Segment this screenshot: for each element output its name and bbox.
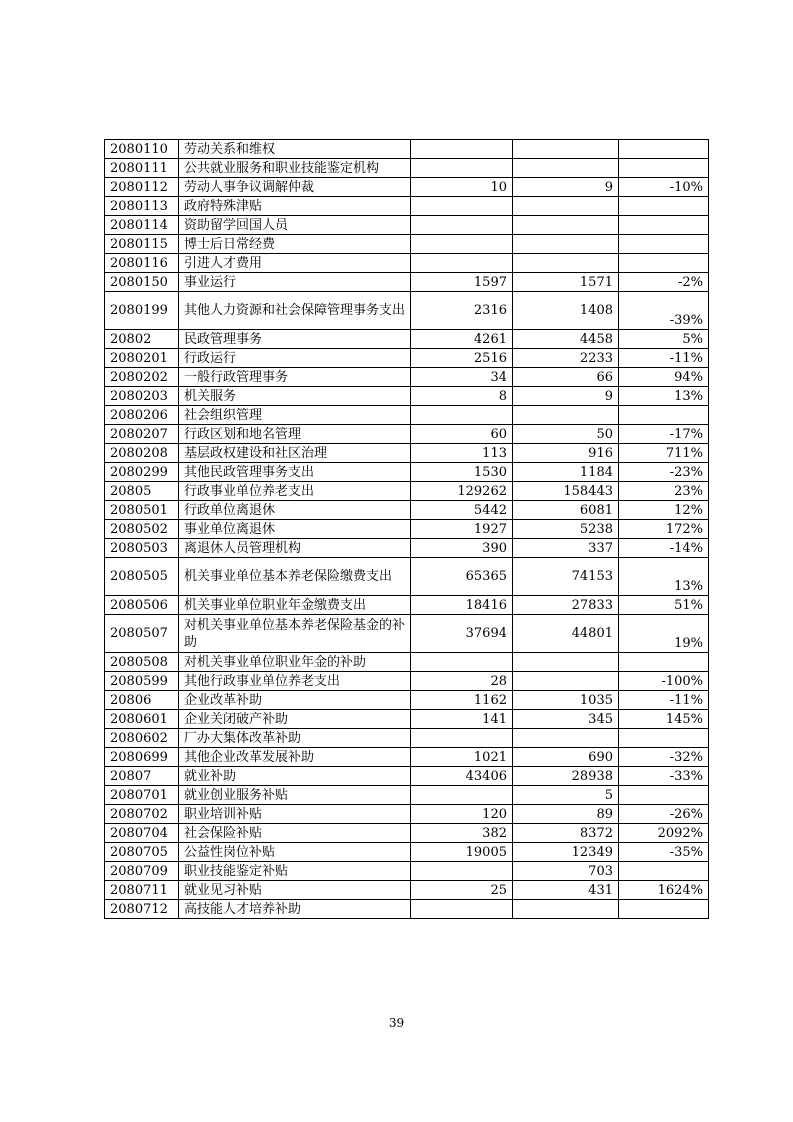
account-code-cell: 20805 [105,482,179,501]
account-code-cell: 2080709 [105,862,179,881]
budget-table [104,139,709,919]
account-code-cell: 2080599 [105,672,179,691]
account-name-cell: 其他行政事业单位养老支出 [179,672,411,691]
account-code-cell: 2080506 [105,596,179,615]
current-amount-cell: 1035 [513,691,619,710]
account-code-cell: 2080201 [105,349,179,368]
account-name-cell: 行政事业单位养老支出 [179,482,411,501]
change-percent-cell: 13% [619,558,709,596]
prior-amount-cell [411,140,513,159]
current-amount-cell: 9 [513,178,619,197]
change-percent-cell [619,786,709,805]
current-amount-cell [513,216,619,235]
prior-amount-cell [411,786,513,805]
table-row [105,805,709,824]
account-name-cell: 其他人力资源和社会保障管理事务支出 [179,292,411,330]
account-name-cell: 事业单位离退休 [179,520,411,539]
current-amount-cell: 4458 [513,330,619,349]
change-percent-cell: 145% [619,710,709,729]
change-percent-cell: 19% [619,615,709,653]
current-amount-cell [513,159,619,178]
prior-amount-cell [411,254,513,273]
change-percent-cell [619,197,709,216]
change-percent-cell [619,216,709,235]
prior-amount-cell: 113 [411,444,513,463]
account-code-cell: 2080113 [105,197,179,216]
account-code-cell: 2080114 [105,216,179,235]
current-amount-cell: 2233 [513,349,619,368]
change-percent-cell [619,653,709,672]
table-row [105,691,709,710]
change-percent-cell: -23% [619,463,709,482]
current-amount-cell: 1184 [513,463,619,482]
account-name-cell: 引进人才费用 [179,254,411,273]
prior-amount-cell: 60 [411,425,513,444]
account-name-cell: 行政区划和地名管理 [179,425,411,444]
change-percent-cell: -10% [619,178,709,197]
change-percent-cell [619,235,709,254]
account-name-cell: 资助留学回国人员 [179,216,411,235]
account-code-cell: 2080508 [105,653,179,672]
account-name-cell: 基层政权建设和社区治理 [179,444,411,463]
prior-amount-cell: 28 [411,672,513,691]
table-row [105,615,709,653]
account-name-cell: 劳动人事争议调解仲裁 [179,178,411,197]
table-row [105,881,709,900]
account-name-cell: 公益性岗位补贴 [179,843,411,862]
change-percent-cell: 51% [619,596,709,615]
prior-amount-cell: 129262 [411,482,513,501]
account-name-cell: 企业关闭破产补助 [179,710,411,729]
account-code-cell: 2080602 [105,729,179,748]
table-row [105,520,709,539]
prior-amount-cell [411,729,513,748]
account-name-cell: 事业运行 [179,273,411,292]
table-row [105,653,709,672]
prior-amount-cell: 5442 [411,501,513,520]
prior-amount-cell: 37694 [411,615,513,653]
account-code-cell: 2080112 [105,178,179,197]
prior-amount-cell: 1597 [411,273,513,292]
table-row [105,349,709,368]
table-row [105,501,709,520]
current-amount-cell: 66 [513,368,619,387]
current-amount-cell: 74153 [513,558,619,596]
change-percent-cell [619,900,709,919]
change-percent-cell: -39% [619,292,709,330]
account-name-cell: 民政管理事务 [179,330,411,349]
budget-table-body [105,140,709,919]
table-row [105,539,709,558]
account-code-cell: 2080699 [105,748,179,767]
account-name-cell: 对机关事业单位职业年金的补助 [179,653,411,672]
prior-amount-cell [411,406,513,425]
change-percent-cell: -11% [619,349,709,368]
account-name-cell: 机关事业单位基本养老保险缴费支出 [179,558,411,596]
current-amount-cell: 1571 [513,273,619,292]
change-percent-cell: 5% [619,330,709,349]
table-row [105,330,709,349]
current-amount-cell: 44801 [513,615,619,653]
table-row [105,862,709,881]
prior-amount-cell [411,900,513,919]
current-amount-cell [513,900,619,919]
current-amount-cell: 431 [513,881,619,900]
account-name-cell: 机关服务 [179,387,411,406]
account-code-cell: 2080115 [105,235,179,254]
current-amount-cell [513,140,619,159]
account-name-cell: 机关事业单位职业年金缴费支出 [179,596,411,615]
prior-amount-cell [411,216,513,235]
prior-amount-cell: 1927 [411,520,513,539]
account-code-cell: 2080207 [105,425,179,444]
change-percent-cell: -32% [619,748,709,767]
prior-amount-cell: 65365 [411,558,513,596]
account-name-cell: 就业见习补贴 [179,881,411,900]
change-percent-cell: -33% [619,767,709,786]
account-code-cell: 2080601 [105,710,179,729]
change-percent-cell: 13% [619,387,709,406]
account-name-cell: 社会保险补贴 [179,824,411,843]
account-code-cell: 20807 [105,767,179,786]
account-name-cell: 政府特殊津贴 [179,197,411,216]
table-row [105,273,709,292]
current-amount-cell: 5 [513,786,619,805]
current-amount-cell: 1408 [513,292,619,330]
current-amount-cell [513,254,619,273]
account-name-cell: 劳动关系和维权 [179,140,411,159]
current-amount-cell: 5238 [513,520,619,539]
current-amount-cell: 6081 [513,501,619,520]
account-code-cell: 2080206 [105,406,179,425]
change-percent-cell: 23% [619,482,709,501]
account-name-cell: 职业技能鉴定补贴 [179,862,411,881]
page-number: 39 [388,1016,405,1030]
prior-amount-cell: 120 [411,805,513,824]
prior-amount-cell: 141 [411,710,513,729]
prior-amount-cell: 1530 [411,463,513,482]
account-code-cell: 2080712 [105,900,179,919]
table-row [105,216,709,235]
prior-amount-cell [411,159,513,178]
account-code-cell: 20806 [105,691,179,710]
change-percent-cell [619,862,709,881]
current-amount-cell: 703 [513,862,619,881]
account-name-cell: 一般行政管理事务 [179,368,411,387]
table-row [105,900,709,919]
account-code-cell: 2080199 [105,292,179,330]
account-name-cell: 其他企业改革发展补助 [179,748,411,767]
table-row [105,406,709,425]
prior-amount-cell: 382 [411,824,513,843]
table-row [105,178,709,197]
account-name-cell: 行政单位离退休 [179,501,411,520]
account-name-cell: 职业培训补贴 [179,805,411,824]
account-code-cell: 2080299 [105,463,179,482]
prior-amount-cell: 10 [411,178,513,197]
account-name-cell: 其他民政管理事务支出 [179,463,411,482]
account-name-cell: 就业补助 [179,767,411,786]
account-code-cell: 2080705 [105,843,179,862]
change-percent-cell: 172% [619,520,709,539]
change-percent-cell: -2% [619,273,709,292]
table-row [105,463,709,482]
current-amount-cell: 345 [513,710,619,729]
table-row [105,748,709,767]
current-amount-cell [513,406,619,425]
change-percent-cell [619,159,709,178]
account-code-cell: 2080150 [105,273,179,292]
account-code-cell: 2080702 [105,805,179,824]
current-amount-cell [513,235,619,254]
account-name-cell: 行政运行 [179,349,411,368]
prior-amount-cell [411,235,513,254]
account-code-cell: 2080505 [105,558,179,596]
current-amount-cell: 50 [513,425,619,444]
account-code-cell: 2080507 [105,615,179,653]
account-name-cell: 高技能人才培养补助 [179,900,411,919]
account-name-cell: 博士后日常经费 [179,235,411,254]
current-amount-cell: 28938 [513,767,619,786]
current-amount-cell: 89 [513,805,619,824]
change-percent-cell [619,254,709,273]
prior-amount-cell: 1162 [411,691,513,710]
account-code-cell: 2080111 [105,159,179,178]
table-row [105,767,709,786]
account-code-cell: 2080503 [105,539,179,558]
table-row [105,387,709,406]
change-percent-cell: 711% [619,444,709,463]
prior-amount-cell: 2516 [411,349,513,368]
prior-amount-cell: 43406 [411,767,513,786]
table-row [105,596,709,615]
account-code-cell: 2080501 [105,501,179,520]
current-amount-cell: 8372 [513,824,619,843]
change-percent-cell: -11% [619,691,709,710]
current-amount-cell [513,653,619,672]
current-amount-cell: 27833 [513,596,619,615]
table-row [105,254,709,273]
account-name-cell: 就业创业服务补贴 [179,786,411,805]
table-row [105,558,709,596]
account-code-cell: 2080110 [105,140,179,159]
table-row [105,197,709,216]
account-code-cell: 2080203 [105,387,179,406]
account-code-cell: 2080701 [105,786,179,805]
prior-amount-cell [411,862,513,881]
prior-amount-cell [411,197,513,216]
table-row [105,786,709,805]
table-row [105,368,709,387]
current-amount-cell [513,729,619,748]
account-code-cell: 2080208 [105,444,179,463]
table-row [105,824,709,843]
prior-amount-cell: 8 [411,387,513,406]
table-row [105,235,709,254]
change-percent-cell [619,140,709,159]
change-percent-cell: 2092% [619,824,709,843]
prior-amount-cell: 19005 [411,843,513,862]
account-code-cell: 2080711 [105,881,179,900]
prior-amount-cell: 25 [411,881,513,900]
change-percent-cell: 94% [619,368,709,387]
prior-amount-cell: 34 [411,368,513,387]
table-row [105,672,709,691]
change-percent-cell: -14% [619,539,709,558]
current-amount-cell: 158443 [513,482,619,501]
account-name-cell: 离退休人员管理机构 [179,539,411,558]
current-amount-cell: 9 [513,387,619,406]
change-percent-cell: -17% [619,425,709,444]
account-code-cell: 2080116 [105,254,179,273]
current-amount-cell: 690 [513,748,619,767]
table-row [105,710,709,729]
account-code-cell: 2080704 [105,824,179,843]
table-row [105,425,709,444]
change-percent-cell: -35% [619,843,709,862]
table-row [105,159,709,178]
account-code-cell: 20802 [105,330,179,349]
account-name-cell: 公共就业服务和职业技能鉴定机构 [179,159,411,178]
change-percent-cell: -100% [619,672,709,691]
table-row [105,729,709,748]
change-percent-cell [619,406,709,425]
prior-amount-cell: 390 [411,539,513,558]
current-amount-cell: 916 [513,444,619,463]
table-row [105,140,709,159]
prior-amount-cell: 2316 [411,292,513,330]
account-code-cell: 2080202 [105,368,179,387]
change-percent-cell [619,729,709,748]
prior-amount-cell: 1021 [411,748,513,767]
current-amount-cell: 12349 [513,843,619,862]
change-percent-cell: 1624% [619,881,709,900]
current-amount-cell: 337 [513,539,619,558]
account-name-cell: 企业改革补助 [179,691,411,710]
account-name-cell: 对机关事业单位基本养老保险基金的补助 [179,615,411,653]
change-percent-cell: -26% [619,805,709,824]
account-code-cell: 2080502 [105,520,179,539]
table-row [105,843,709,862]
table-row [105,482,709,501]
current-amount-cell [513,197,619,216]
prior-amount-cell [411,653,513,672]
prior-amount-cell: 4261 [411,330,513,349]
prior-amount-cell: 18416 [411,596,513,615]
change-percent-cell: 12% [619,501,709,520]
table-row [105,292,709,330]
account-name-cell: 社会组织管理 [179,406,411,425]
table-row [105,444,709,463]
current-amount-cell [513,672,619,691]
account-name-cell: 厂办大集体改革补助 [179,729,411,748]
